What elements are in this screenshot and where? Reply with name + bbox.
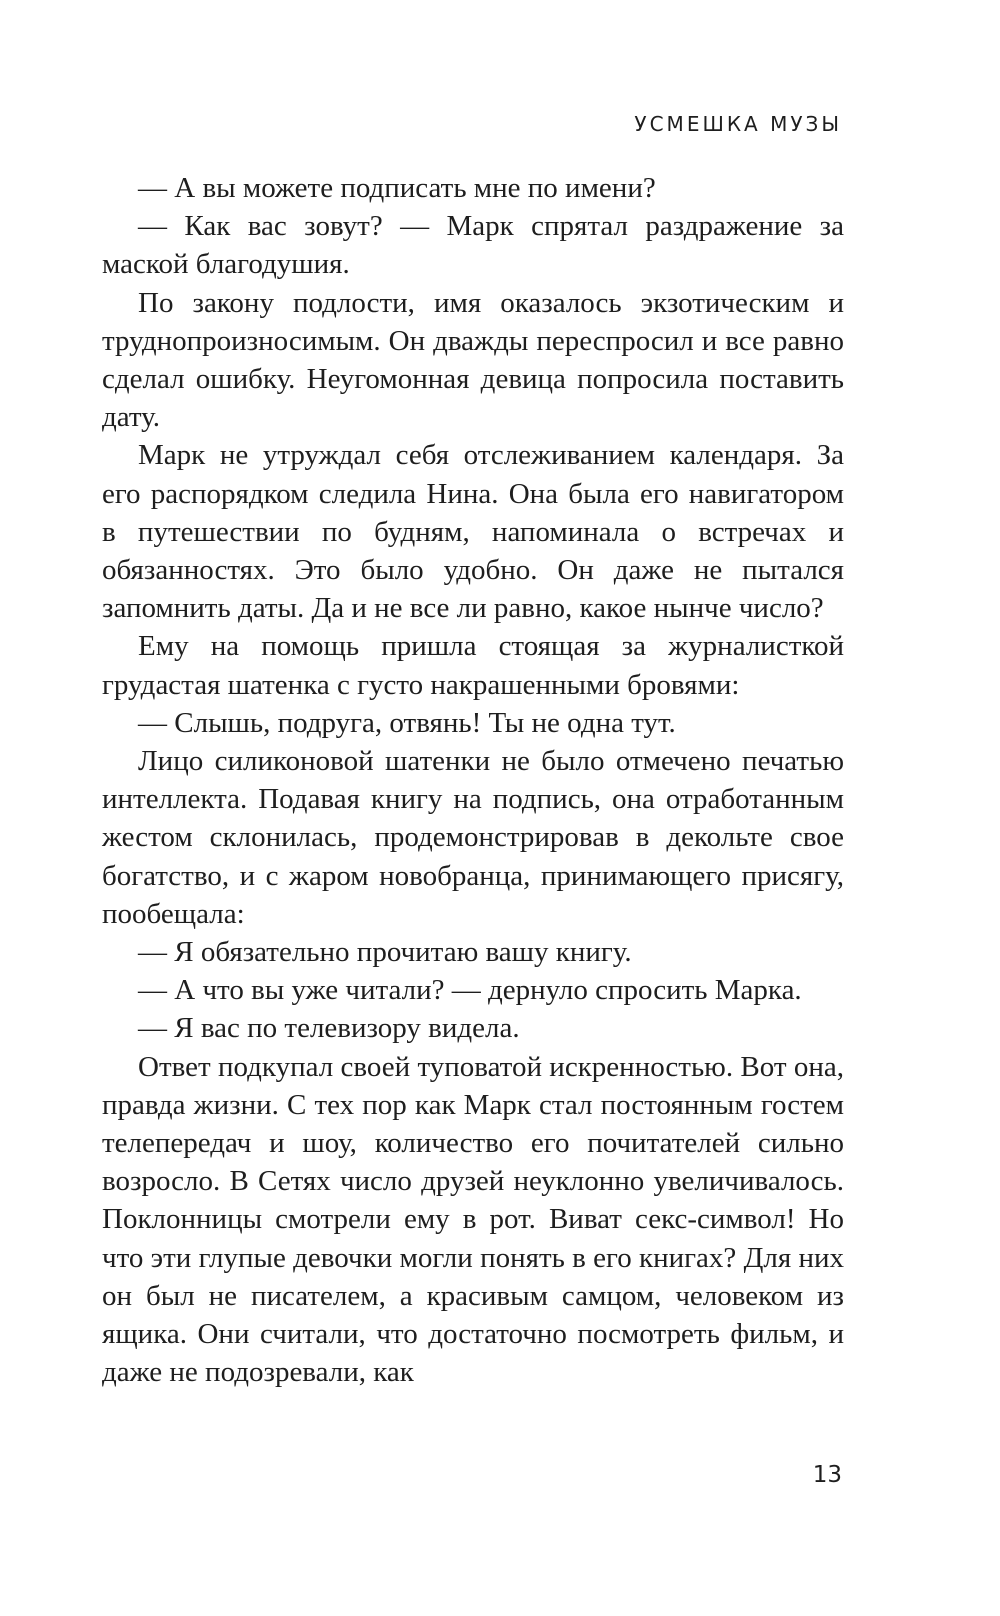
paragraph: Лицо силиконовой шатенки не было отмечено печатью интеллекта. Подавая книгу на подпись, она отработанным жестом склонилась, продемонстрировав в декольте свое богатство, и с жаром новобранца, принимающего присягу, пообещала: <box>102 745 844 930</box>
paragraph: — Я вас по телевизору видела. <box>138 1012 520 1045</box>
running-head: УСМЕШКА МУЗЫ <box>634 112 842 136</box>
paragraph: — Я обязательно прочитаю вашу книгу. <box>138 936 632 969</box>
paragraph: Ему на помощь пришла стоящая за журналисткой грудастая шатенка с густо накрашенными бровями: <box>102 630 844 701</box>
body-text <box>102 169 844 1392</box>
paragraph: Ответ подкупал своей туповатой искренностью. Вот она, правда жизни. С тех пор как Марк стал постоянным гостем телепередач и шоу, количество его почитателей сильно возросло. В Сетях число друзей неуклонно увеличивалось. Поклонницы смотрели ему в рот. Виват секс-символ! Но что эти глупые девочки могли понять в его книгах? Для них он был не писателем, а красивым самцом, человеком из ящика. Они считали, что достаточно посмотреть фильм, и даже не подозревали, как <box>102 1050 844 1389</box>
paragraph: — Как вас зовут? — Марк спрятал раздражение за маской благодушия. <box>102 210 844 281</box>
paragraph: Марк не утруждал себя отслеживанием календаря. За его распорядком следила Нина. Она была его навигатором в путешествии по будням, напоминала о встречах и обязанностях. Это было удобно. Он даже не пытался запомнить даты. Да и не все ли равно, какое нынче число? <box>102 439 844 625</box>
paragraph: По закону подлости, имя оказалось экзотическим и труднопроизносимым. Он дважды переспросил и все равно сделал ошибку. Неугомонная девица попросила поставить дату. <box>102 286 844 434</box>
page-number: 13 <box>812 1462 842 1488</box>
paragraph: — А вы можете подписать мне по имени? <box>138 172 656 204</box>
paragraph: — Слышь, подруга, отвянь! Ты не одна тут. <box>138 706 676 739</box>
paragraph: — А что вы уже читали? — дернуло спросить Марка. <box>138 974 802 1007</box>
